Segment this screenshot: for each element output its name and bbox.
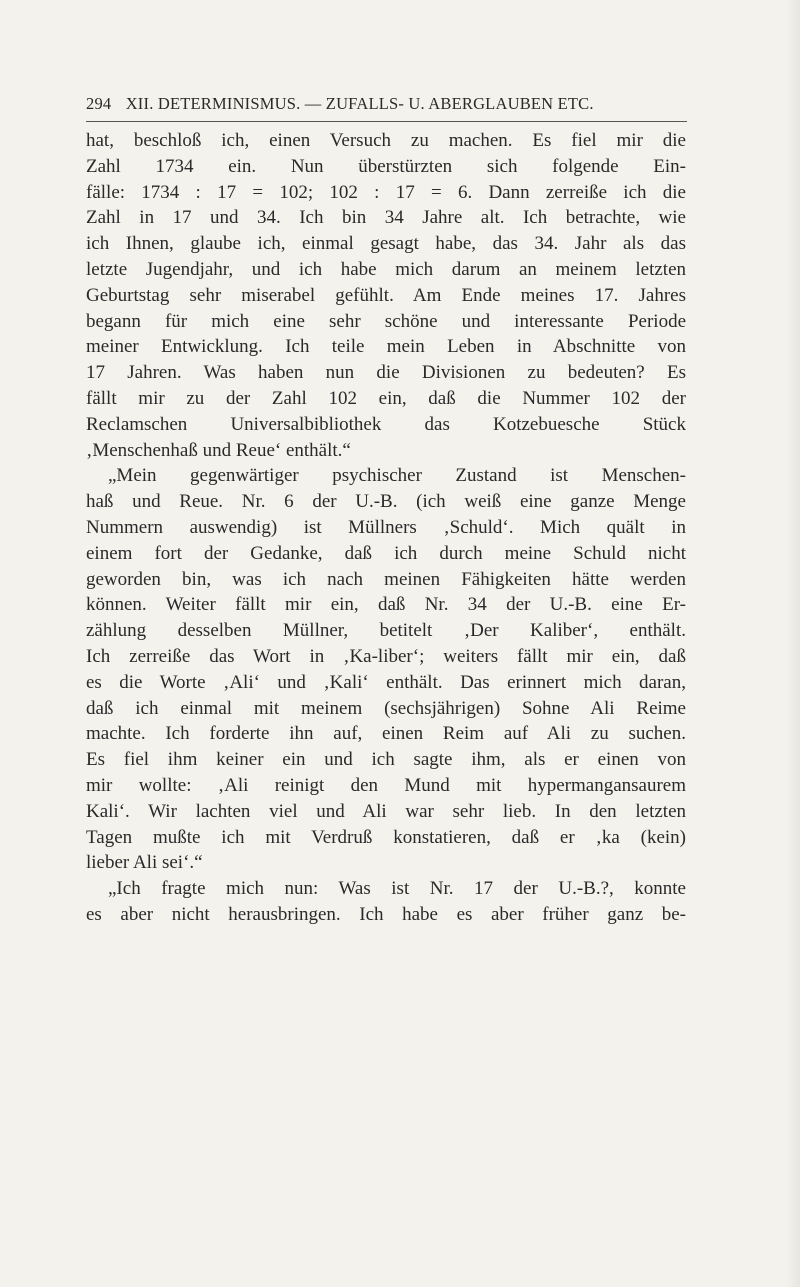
text-line: zählung desselben Müllner, betitelt ‚Der Kaliber‘, enthält. — [86, 620, 686, 642]
text-line: daß ich einmal mit meinem (sechsjährigen) Sohne Ali Reime — [86, 697, 686, 719]
text-line: letzte Jugendjahr, und ich habe mich darum an meinem letzten — [86, 258, 686, 280]
text-line: können. Weiter fällt mir ein, daß Nr. 34 der U.-B. eine Er- — [86, 594, 686, 616]
text-line: hat, beschloß ich, einen Versuch zu machen. Es fiel mir die — [86, 130, 686, 151]
text-line: geworden bin, was ich nach meinen Fähigkeiten hätte werden — [86, 568, 686, 590]
text-line: Es fiel ihm keiner ein und ich sagte ihm, als er einen von — [86, 749, 686, 771]
text-line: Ich zerreiße das Wort in ‚Ka-liber‘; weiters fällt mir ein, daß — [86, 645, 686, 667]
text-line: lieber Ali sei‘.“ — [86, 852, 203, 874]
running-header — [86, 94, 686, 122]
text-line: haß und Reue. Nr. 6 der U.-B. (ich weiß eine ganze Menge — [86, 491, 686, 513]
page-edge-shadow — [786, 0, 800, 1287]
text-line: „Ich fragte mich nun: Was ist Nr. 17 der U.-B.?, konnte — [108, 878, 686, 900]
text-line: es die Worte ‚Ali‘ und ‚Kali‘ enthält. Das erinnert mich daran, — [86, 671, 686, 693]
text-line: meiner Entwicklung. Ich teile mein Leben in Abschnitte von — [86, 336, 686, 358]
body-text — [86, 128, 686, 928]
text-line: fällt mir zu der Zahl 102 ein, daß die Nummer 102 der — [86, 387, 686, 409]
text-line: Zahl in 17 und 34. Ich bin 34 Jahre alt. Ich betrachte, wie — [86, 207, 686, 229]
text-line: Nummern auswendig) ist Müllners ‚Schuld‘. Mich quält in — [86, 516, 686, 538]
text-line: einem fort der Gedanke, daß ich durch meine Schuld nicht — [86, 542, 686, 564]
text-line: mir wollte: ‚Ali reinigt den Mund mit hypermangansaurem — [86, 774, 686, 796]
text-line: Reclamschen Universalbibliothek das Kotzebuesche Stück — [86, 413, 686, 435]
header-rule — [86, 121, 687, 122]
running-title: XII. DETERMINISMUS. — ZUFALLS- U. ABERGLAUBEN ETC. — [125, 94, 594, 113]
page-number: 294 — [86, 94, 112, 113]
text-line: Geburtstag sehr miserabel gefühlt. Am Ende meines 17. Jahres — [86, 284, 686, 306]
text-line: machte. Ich forderte ihn auf, einen Reim auf Ali zu suchen. — [86, 723, 686, 745]
text-line: Tagen mußte ich mit Verdruß konstatieren, daß er ‚ka (kein) — [86, 826, 686, 848]
text-line: begann für mich eine sehr schöne und interessante Periode — [86, 310, 686, 332]
text-line: ich Ihnen, glaube ich, einmal gesagt habe, das 34. Jahr als das — [86, 233, 686, 255]
text-line: es aber nicht herausbringen. Ich habe es aber früher ganz be- — [86, 903, 686, 925]
text-line: Zahl 1734 ein. Nun überstürzten sich folgende Ein- — [86, 155, 686, 177]
text-line: „Mein gegenwärtiger psychischer Zustand ist Menschen- — [108, 465, 686, 487]
text-line: 17 Jahren. Was haben nun die Divisionen zu bedeuten? Es — [86, 362, 686, 384]
text-line: fälle: 1734 : 17 = 102; 102 : 17 = 6. Dann zerreiße ich die — [86, 181, 686, 203]
text-line: Kali‘. Wir lachten viel und Ali war sehr lieb. In den letzten — [86, 800, 686, 822]
text-line: ‚Menschenhaß und Reue‘ enthält.“ — [86, 439, 351, 461]
